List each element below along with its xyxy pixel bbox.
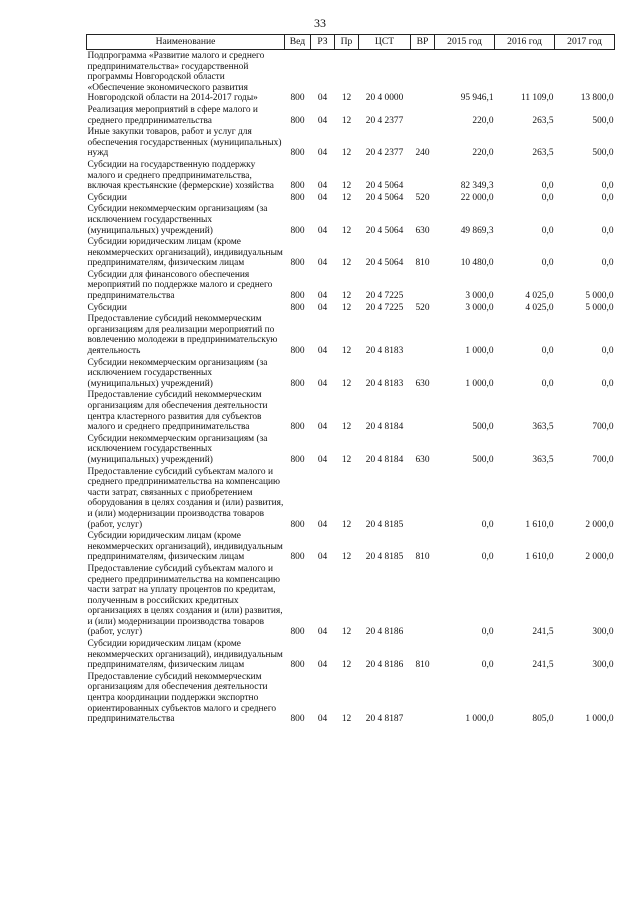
row-2015-cell: 1 000,0 (465, 346, 494, 357)
row-2015-cell: 49 869,3 (460, 225, 494, 236)
row-2015-cell: 10 480,0 (460, 258, 494, 269)
row-2017-cell: 0,0 (601, 181, 614, 192)
row-cst-cell: 20 4 8186 (365, 627, 404, 638)
row-ved-cell: 800 (290, 378, 305, 389)
table-row (87, 563, 615, 638)
row-vr-cell: 240 (415, 148, 430, 159)
row-ved-cell: 800 (290, 192, 305, 203)
table-row (87, 203, 615, 236)
row-2016-cell: 0,0 (541, 225, 554, 236)
row-pr-cell: 12 (341, 192, 352, 203)
table-header-row (87, 35, 615, 50)
column-header-pr: Пр (335, 35, 359, 50)
row-2015-cell: 1 000,0 (465, 378, 494, 389)
table-row (87, 159, 615, 192)
row-vr-cell (411, 671, 435, 725)
row-name-cell: Субсидии (87, 302, 127, 313)
row-pr-cell: 12 (341, 93, 352, 104)
row-cst-cell: 20 4 7225 (365, 302, 404, 313)
row-name-cell: Реализация мероприятий в сфере малого и среднего предпринимательства (87, 104, 258, 126)
row-name-cell: Предоставление субсидий некоммерческим организациям для обеспечения деятельности центра координации поддержки экспортно ориентированных субъектов малого и среднего предпринимательства (87, 671, 277, 725)
row-pr-cell: 12 (341, 115, 352, 126)
row-rz-cell: 04 (317, 291, 328, 302)
row-2016-cell: 241,5 (532, 660, 554, 671)
row-pr-cell: 12 (341, 346, 352, 357)
row-cst-cell: 20 4 8185 (365, 552, 404, 563)
row-rz-cell: 04 (317, 454, 328, 465)
row-cst-cell: 20 4 5064 (365, 258, 404, 269)
row-2016-cell: 4 025,0 (525, 302, 554, 313)
row-ved-cell: 800 (290, 346, 305, 357)
row-pr-cell: 12 (341, 454, 352, 465)
row-2016-cell: 0,0 (541, 192, 554, 203)
row-2016-cell: 363,5 (532, 454, 554, 465)
row-pr-cell: 12 (341, 627, 352, 638)
row-rz-cell: 04 (317, 422, 328, 433)
row-ved-cell: 800 (290, 225, 305, 236)
row-rz-cell: 04 (317, 660, 328, 671)
row-pr-cell: 12 (341, 291, 352, 302)
row-name-cell: Субсидии на государственную поддержку малого и среднего предпринимательства, включая крестьянские (фермерские) хозяйства (87, 159, 274, 192)
row-pr-cell: 12 (341, 422, 352, 433)
row-2016-cell: 805,0 (532, 714, 554, 725)
row-cst-cell: 20 4 0000 (365, 93, 404, 104)
row-vr-cell: 630 (415, 225, 430, 236)
row-ved-cell: 800 (290, 115, 305, 126)
table-row (87, 671, 615, 725)
row-2015-cell: 500,0 (472, 454, 494, 465)
row-name-cell: Субсидии юридическим лицам (кроме некоммерческих организаций), индивидуальным предпринимателям, физическим лицам (87, 639, 283, 671)
row-ved-cell: 800 (290, 93, 305, 104)
row-2017-cell: 2 000,0 (585, 552, 614, 563)
row-rz-cell: 04 (317, 93, 328, 104)
row-pr-cell: 12 (341, 181, 352, 192)
row-rz-cell: 04 (317, 192, 328, 203)
row-name-cell: Предоставление субсидий некоммерческим организациям для реализации мероприятий по вовлечению молодежи в предпринимательскую деятельность (87, 314, 278, 357)
table-row (87, 466, 615, 531)
column-header-rz: РЗ (311, 35, 335, 50)
row-2017-cell: 0,0 (601, 225, 614, 236)
row-rz-cell: 04 (317, 148, 328, 159)
row-2016-cell: 1 610,0 (525, 552, 554, 563)
row-2017-cell: 300,0 (592, 660, 614, 671)
row-2015-cell: 3 000,0 (465, 302, 494, 313)
row-cst-cell: 20 4 7225 (365, 291, 404, 302)
row-vr-cell: 630 (415, 378, 430, 389)
row-rz-cell: 04 (317, 181, 328, 192)
row-2016-cell: 263,5 (532, 115, 554, 126)
row-cst-cell: 20 4 5064 (365, 192, 404, 203)
row-2016-cell: 363,5 (532, 422, 554, 433)
row-name-cell: Предоставление субсидий субъектам малого и среднего предпринимательства на компенсацию части затрат, связанных с приобретением оборудования в целях создания и (или) развития, и (или) модернизации производства товаров (работ, услуг) (87, 466, 284, 530)
row-2017-cell: 2 000,0 (585, 519, 614, 530)
row-rz-cell: 04 (317, 627, 328, 638)
row-2017-cell: 13 800,0 (580, 93, 614, 104)
row-name-cell: Иные закупки товаров, работ и услуг для обеспечения государственных (муниципальных) нужд (87, 127, 282, 159)
row-vr-cell (411, 466, 435, 531)
row-2017-cell: 0,0 (601, 258, 614, 269)
budget-table (86, 34, 615, 725)
row-2015-cell: 82 349,3 (460, 181, 494, 192)
table-row (87, 104, 615, 126)
table-row (87, 236, 615, 269)
row-cst-cell: 20 4 2377 (365, 148, 404, 159)
row-vr-cell: 810 (415, 660, 430, 671)
row-pr-cell: 12 (341, 302, 352, 313)
row-2016-cell: 0,0 (541, 181, 554, 192)
row-name-cell: Субсидии некоммерческим организациям (за исключением государственных (муниципальных) учреждений) (87, 204, 268, 236)
row-vr-cell: 810 (415, 552, 430, 563)
row-rz-cell: 04 (317, 552, 328, 563)
table-row (87, 638, 615, 671)
row-ved-cell: 800 (290, 181, 305, 192)
row-2015-cell: 0,0 (481, 660, 494, 671)
row-vr-cell (411, 269, 435, 302)
column-header-cst: ЦСТ (359, 35, 411, 50)
row-rz-cell: 04 (317, 714, 328, 725)
table-row (87, 50, 615, 104)
row-vr-cell: 520 (415, 302, 430, 313)
row-pr-cell: 12 (341, 660, 352, 671)
row-2015-cell: 1 000,0 (465, 714, 494, 725)
row-vr-cell (411, 313, 435, 356)
row-name-cell: Субсидии (87, 192, 127, 203)
row-2016-cell: 263,5 (532, 148, 554, 159)
row-vr-cell (411, 389, 435, 432)
row-ved-cell: 800 (290, 291, 305, 302)
row-2017-cell: 500,0 (592, 148, 614, 159)
row-vr-cell (411, 50, 435, 104)
row-ved-cell: 800 (290, 714, 305, 725)
column-header-2017: 2017 год (555, 35, 615, 50)
row-ved-cell: 800 (290, 422, 305, 433)
row-ved-cell: 800 (290, 148, 305, 159)
row-pr-cell: 12 (341, 519, 352, 530)
row-cst-cell: 20 4 8184 (365, 454, 404, 465)
row-2015-cell: 0,0 (481, 552, 494, 563)
row-ved-cell: 800 (290, 627, 305, 638)
row-2017-cell: 5 000,0 (585, 302, 614, 313)
column-header-vr: ВР (411, 35, 435, 50)
row-rz-cell: 04 (317, 519, 328, 530)
row-rz-cell: 04 (317, 258, 328, 269)
row-2015-cell: 220,0 (472, 148, 494, 159)
row-2016-cell: 1 610,0 (525, 519, 554, 530)
row-name-cell: Субсидии некоммерческим организациям (за исключением государственных (муниципальных) учреждений) (87, 357, 268, 389)
row-ved-cell: 800 (290, 519, 305, 530)
row-2015-cell: 0,0 (481, 519, 494, 530)
row-2017-cell: 500,0 (592, 115, 614, 126)
row-2017-cell: 300,0 (592, 627, 614, 638)
table-row (87, 313, 615, 356)
row-2017-cell: 0,0 (601, 378, 614, 389)
table-row (87, 302, 615, 314)
row-2017-cell: 1 000,0 (585, 714, 614, 725)
row-cst-cell: 20 4 2377 (365, 115, 404, 126)
row-rz-cell: 04 (317, 115, 328, 126)
row-2015-cell: 500,0 (472, 422, 494, 433)
row-2017-cell: 0,0 (601, 346, 614, 357)
row-cst-cell: 20 4 5064 (365, 225, 404, 236)
row-ved-cell: 800 (290, 454, 305, 465)
row-cst-cell: 20 4 8185 (365, 519, 404, 530)
row-2017-cell: 700,0 (592, 422, 614, 433)
row-vr-cell: 810 (415, 258, 430, 269)
row-vr-cell (411, 104, 435, 126)
row-2017-cell: 0,0 (601, 192, 614, 203)
row-2016-cell: 11 109,0 (521, 93, 554, 104)
row-2016-cell: 0,0 (541, 346, 554, 357)
row-pr-cell: 12 (341, 552, 352, 563)
row-cst-cell: 20 4 8187 (365, 714, 404, 725)
table-row (87, 126, 615, 159)
row-vr-cell (411, 159, 435, 192)
table-row (87, 269, 615, 302)
row-rz-cell: 04 (317, 346, 328, 357)
page-number: 33 (314, 16, 326, 30)
table-row (87, 357, 615, 390)
row-rz-cell: 04 (317, 225, 328, 236)
table-row (87, 433, 615, 466)
row-pr-cell: 12 (341, 258, 352, 269)
row-cst-cell: 20 4 8186 (365, 660, 404, 671)
row-pr-cell: 12 (341, 714, 352, 725)
row-2015-cell: 220,0 (472, 115, 494, 126)
row-cst-cell: 20 4 8183 (365, 378, 404, 389)
row-ved-cell: 800 (290, 660, 305, 671)
row-2017-cell: 700,0 (592, 454, 614, 465)
row-2016-cell: 0,0 (541, 258, 554, 269)
table-row (87, 389, 615, 432)
row-cst-cell: 20 4 5064 (365, 181, 404, 192)
row-rz-cell: 04 (317, 302, 328, 313)
row-name-cell: Субсидии юридическим лицам (кроме некоммерческих организаций), индивидуальным предпринимателям, физическим лицам (87, 237, 283, 269)
table-row (87, 192, 615, 204)
row-rz-cell: 04 (317, 378, 328, 389)
table-row (87, 530, 615, 563)
row-name-cell: Предоставление субсидий некоммерческим организациям для обеспечения деятельности центра кластерного развития для субъектов малого и среднего предпринимательства (87, 390, 268, 433)
column-header-name: Наименование (87, 35, 285, 50)
row-vr-cell: 630 (415, 454, 430, 465)
row-2015-cell: 95 946,1 (460, 93, 494, 104)
row-2016-cell: 4 025,0 (525, 291, 554, 302)
row-name-cell: Субсидии для финансового обеспечения мероприятий по поддержке малого и среднего предпринимательства (87, 269, 273, 302)
row-pr-cell: 12 (341, 378, 352, 389)
row-cst-cell: 20 4 8183 (365, 346, 404, 357)
row-name-cell: Предоставление субсидий субъектам малого и среднего предпринимательства на компенсацию части затрат на уплату процентов по кредитам, полученным в российских кредитных организациях в целях создания и (или) развития, и (или) модернизации производства товаров (работ, услуг) (87, 563, 283, 638)
row-2017-cell: 5 000,0 (585, 291, 614, 302)
row-name-cell: Субсидии некоммерческим организациям (за исключением государственных (муниципальных) учреждений) (87, 433, 268, 465)
row-vr-cell: 520 (415, 192, 430, 203)
row-pr-cell: 12 (341, 148, 352, 159)
row-pr-cell: 12 (341, 225, 352, 236)
row-ved-cell: 800 (290, 552, 305, 563)
row-name-cell: Субсидии юридическим лицам (кроме некоммерческих организаций), индивидуальным предпринимателям, физическим лицам (87, 531, 283, 563)
row-2015-cell: 3 000,0 (465, 291, 494, 302)
row-2015-cell: 0,0 (481, 627, 494, 638)
row-2015-cell: 22 000,0 (460, 192, 494, 203)
row-2016-cell: 241,5 (532, 627, 554, 638)
row-ved-cell: 800 (290, 302, 305, 313)
column-header-2015: 2015 год (435, 35, 495, 50)
row-cst-cell: 20 4 8184 (365, 422, 404, 433)
row-2016-cell: 0,0 (541, 378, 554, 389)
row-name-cell: Подпрограмма «Развитие малого и среднего предпринимательства» государственной программы Новгородской области «Обеспечение экономического развития Новгородской области на 2014-2017 годы» (87, 51, 265, 104)
column-header-ved: Вед (285, 35, 311, 50)
row-ved-cell: 800 (290, 258, 305, 269)
column-header-2016: 2016 год (495, 35, 555, 50)
row-vr-cell (411, 563, 435, 638)
